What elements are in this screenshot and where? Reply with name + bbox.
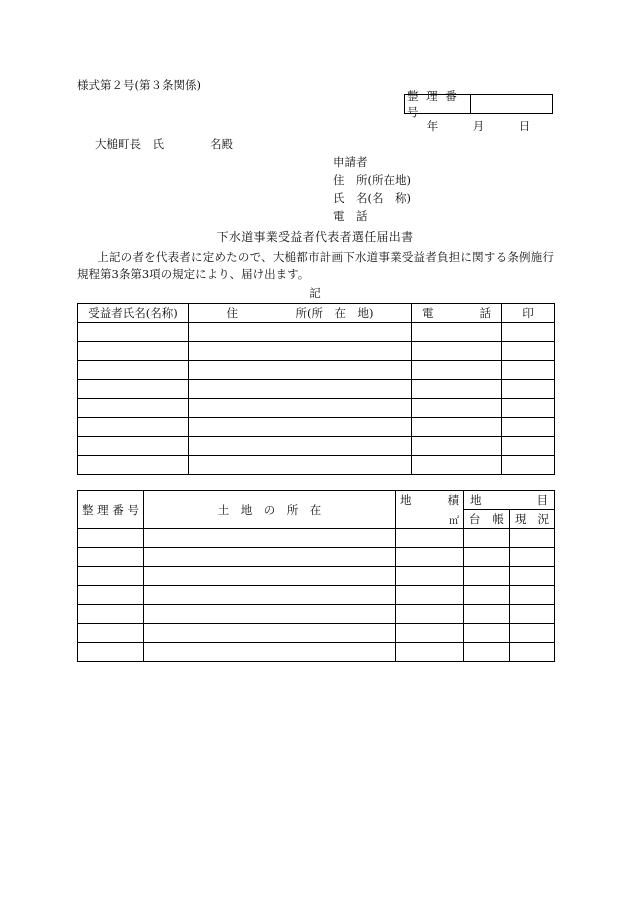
beneficiary-cell-1[interactable] bbox=[189, 418, 412, 437]
column-header-category-ledger bbox=[464, 510, 510, 529]
land-cell-4[interactable] bbox=[510, 529, 555, 548]
category-actual-right: 況 bbox=[537, 512, 549, 526]
land-cell-1[interactable] bbox=[144, 605, 396, 624]
control-number-field[interactable] bbox=[471, 95, 552, 113]
land-cell-2[interactable] bbox=[396, 567, 464, 586]
column-header-control-number: 整 理 番 号 bbox=[78, 491, 144, 529]
table-row bbox=[78, 567, 555, 586]
land-cell-3[interactable] bbox=[464, 605, 510, 624]
column-header-address: 住 所(所 在 地) bbox=[189, 304, 412, 323]
beneficiary-cell-1[interactable] bbox=[189, 399, 412, 418]
land-cell-2[interactable] bbox=[396, 529, 464, 548]
land-cell-0[interactable] bbox=[78, 586, 144, 605]
beneficiary-cell-2[interactable] bbox=[412, 437, 502, 456]
beneficiary-cell-1[interactable] bbox=[189, 437, 412, 456]
applicant-address-label: 住 所(所在地) bbox=[333, 173, 411, 187]
land-cell-2[interactable] bbox=[396, 586, 464, 605]
land-cell-4[interactable] bbox=[510, 567, 555, 586]
land-cell-0[interactable] bbox=[78, 529, 144, 548]
category-ledger-left: 台 bbox=[469, 512, 481, 526]
land-cell-4[interactable] bbox=[510, 643, 555, 662]
beneficiary-cell-0[interactable] bbox=[78, 361, 189, 380]
table-row bbox=[78, 437, 555, 456]
column-header-beneficiary-name: 受益者氏名(名称) bbox=[78, 304, 189, 323]
category-actual-left: 現 bbox=[515, 512, 527, 526]
table-row bbox=[78, 418, 555, 437]
beneficiary-cell-3[interactable] bbox=[502, 418, 555, 437]
table-row bbox=[78, 529, 555, 548]
land-cell-3[interactable] bbox=[464, 548, 510, 567]
applicant-name-label: 氏 名(名 称) bbox=[333, 191, 411, 205]
beneficiary-cell-2[interactable] bbox=[412, 380, 502, 399]
land-cell-3[interactable] bbox=[464, 586, 510, 605]
table-row bbox=[78, 399, 555, 418]
land-cell-4[interactable] bbox=[510, 586, 555, 605]
beneficiary-cell-2[interactable] bbox=[412, 323, 502, 342]
table-row bbox=[78, 380, 555, 399]
beneficiary-cell-2[interactable] bbox=[412, 399, 502, 418]
table-row bbox=[78, 643, 555, 662]
land-cell-2[interactable] bbox=[396, 548, 464, 567]
land-cell-0[interactable] bbox=[78, 567, 144, 586]
beneficiary-cell-0[interactable] bbox=[78, 399, 189, 418]
table-row bbox=[78, 586, 555, 605]
beneficiary-cell-3[interactable] bbox=[502, 399, 555, 418]
beneficiary-cell-0[interactable] bbox=[78, 342, 189, 361]
table-row bbox=[78, 548, 555, 567]
table-row bbox=[78, 342, 555, 361]
beneficiary-cell-1[interactable] bbox=[189, 361, 412, 380]
beneficiary-cell-1[interactable] bbox=[189, 456, 412, 475]
beneficiary-cell-2[interactable] bbox=[412, 456, 502, 475]
land-area-unit: ㎡ bbox=[449, 516, 459, 527]
beneficiary-cell-2[interactable] bbox=[412, 361, 502, 380]
land-area-label-left: 地 bbox=[400, 493, 412, 507]
land-cell-1[interactable] bbox=[144, 529, 396, 548]
beneficiaries-table bbox=[77, 303, 555, 475]
land-cell-4[interactable] bbox=[510, 605, 555, 624]
beneficiary-cell-0[interactable] bbox=[78, 437, 189, 456]
document-title: 下水道事業受益者代表者選任届出書 bbox=[216, 230, 414, 244]
column-header-seal: 印 bbox=[502, 304, 555, 323]
land-category-label-right: 目 bbox=[536, 493, 548, 507]
table-row bbox=[78, 624, 555, 643]
column-header-land-location: 土 地 の 所 在 bbox=[144, 491, 396, 529]
control-number-label: 整 理 番 号 bbox=[405, 95, 471, 113]
addressee-line: 大槌町長 氏 名殿 bbox=[95, 137, 233, 151]
beneficiary-cell-3[interactable] bbox=[502, 456, 555, 475]
beneficiary-cell-2[interactable] bbox=[412, 418, 502, 437]
land-cell-2[interactable] bbox=[396, 624, 464, 643]
land-cell-2[interactable] bbox=[396, 605, 464, 624]
applicant-phone-label: 電 話 bbox=[333, 209, 368, 223]
beneficiary-cell-2[interactable] bbox=[412, 342, 502, 361]
land-cell-3[interactable] bbox=[464, 529, 510, 548]
ki-marker: 記 bbox=[309, 286, 321, 300]
beneficiary-cell-1[interactable] bbox=[189, 323, 412, 342]
beneficiary-cell-1[interactable] bbox=[189, 380, 412, 399]
beneficiary-cell-0[interactable] bbox=[78, 456, 189, 475]
column-header-land-category bbox=[464, 491, 555, 510]
land-cell-3[interactable] bbox=[464, 624, 510, 643]
land-table bbox=[77, 490, 555, 662]
beneficiary-cell-3[interactable] bbox=[502, 437, 555, 456]
date-line[interactable]: 年 月 日 bbox=[426, 119, 531, 133]
table-header-row-top bbox=[78, 491, 555, 510]
land-cell-1[interactable] bbox=[144, 624, 396, 643]
table-row bbox=[78, 456, 555, 475]
land-cell-1[interactable] bbox=[144, 567, 396, 586]
beneficiary-cell-3[interactable] bbox=[502, 361, 555, 380]
land-cell-0[interactable] bbox=[78, 643, 144, 662]
land-cell-1[interactable] bbox=[144, 586, 396, 605]
beneficiary-cell-0[interactable] bbox=[78, 418, 189, 437]
beneficiary-cell-3[interactable] bbox=[502, 342, 555, 361]
column-header-category-actual bbox=[510, 510, 555, 529]
table-row bbox=[78, 361, 555, 380]
land-cell-0[interactable] bbox=[78, 624, 144, 643]
applicant-heading: 申請者 bbox=[333, 155, 368, 169]
column-header-land-area bbox=[396, 491, 464, 529]
land-area-label-right: 積 bbox=[447, 493, 459, 507]
table-header-row bbox=[78, 304, 555, 323]
beneficiary-cell-3[interactable] bbox=[502, 323, 555, 342]
form-number: 様式第２号(第３条関係) bbox=[77, 78, 201, 92]
land-cell-0[interactable] bbox=[78, 548, 144, 567]
table-row bbox=[78, 605, 555, 624]
land-cell-3[interactable] bbox=[464, 567, 510, 586]
land-category-label-left: 地 bbox=[470, 493, 482, 507]
beneficiary-cell-0[interactable] bbox=[78, 380, 189, 399]
beneficiary-cell-3[interactable] bbox=[502, 380, 555, 399]
land-cell-1[interactable] bbox=[144, 548, 396, 567]
body-paragraph-text: 上記の者を代表者に定めたので、大槌都市計画下水道事業受益者負担に関する条例施行規程第3条第3項の規定により、届け出ます。 bbox=[77, 250, 554, 281]
beneficiary-cell-0[interactable] bbox=[78, 323, 189, 342]
land-cell-1[interactable] bbox=[144, 643, 396, 662]
category-ledger-right: 帳 bbox=[492, 512, 504, 526]
beneficiary-cell-1[interactable] bbox=[189, 342, 412, 361]
land-cell-2[interactable] bbox=[396, 643, 464, 662]
land-cell-3[interactable] bbox=[464, 643, 510, 662]
land-cell-4[interactable] bbox=[510, 624, 555, 643]
column-header-phone: 電 話 bbox=[412, 304, 502, 323]
table-row bbox=[78, 323, 555, 342]
control-number-box bbox=[404, 89, 553, 119]
body-paragraph bbox=[77, 249, 554, 283]
land-cell-0[interactable] bbox=[78, 605, 144, 624]
land-cell-4[interactable] bbox=[510, 548, 555, 567]
